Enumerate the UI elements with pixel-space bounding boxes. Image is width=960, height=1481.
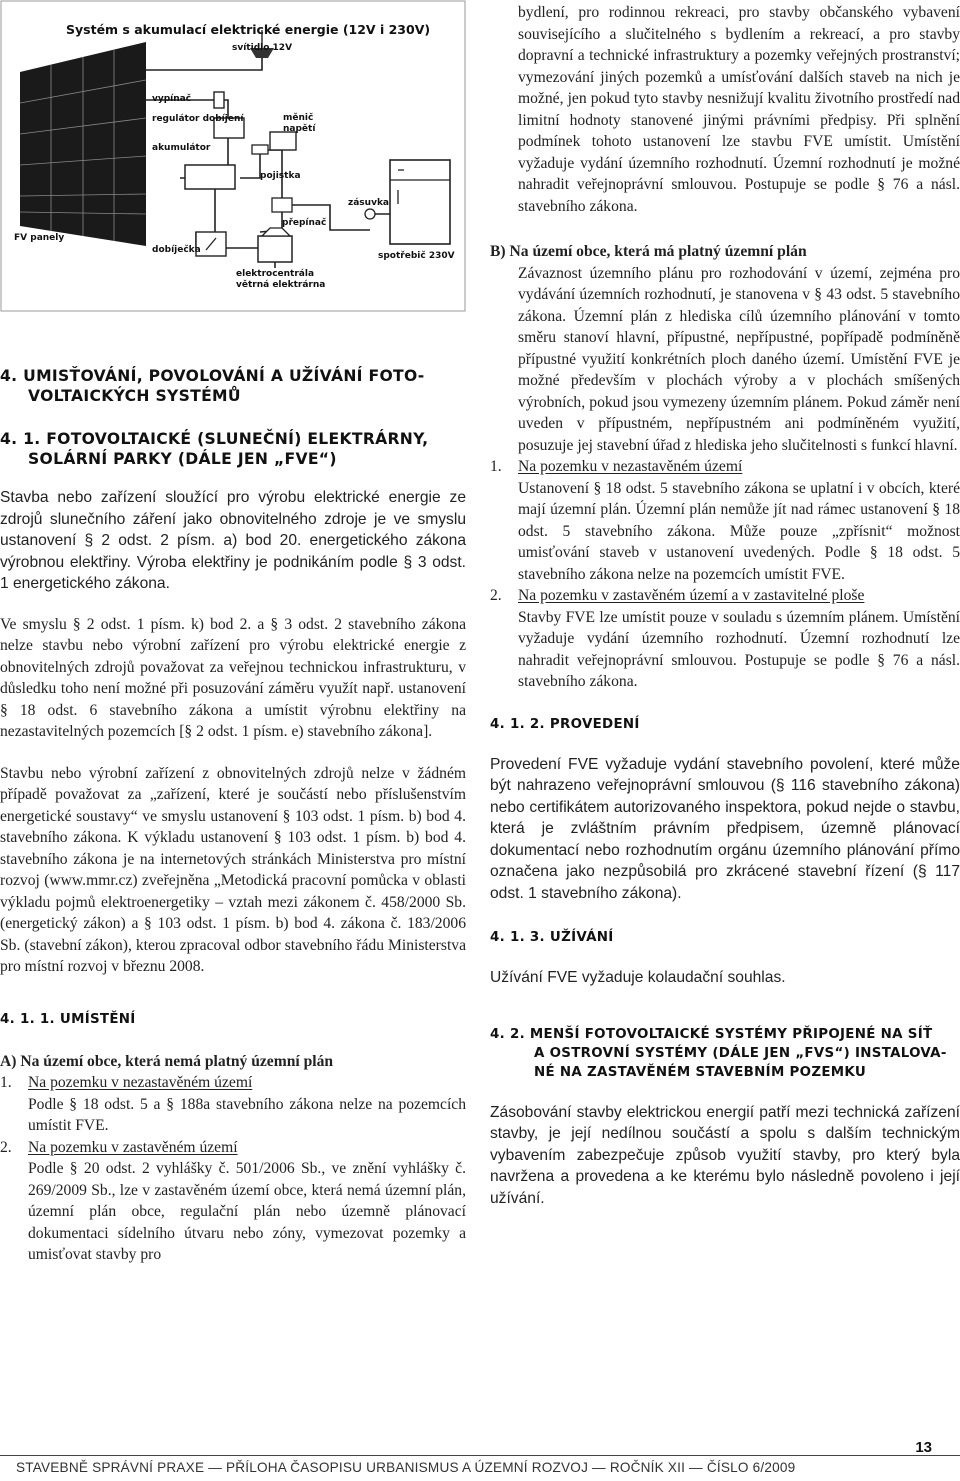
item-a2-title: 2. Na pozemku v zastavěném území [0, 1138, 238, 1156]
paragraph-energy-system: Stavbu nebo výrobní zařízení z obnovitelných zdrojů nelze v žádném případě považovat za „zařízení, které je součástí nebo příslušenstvím energetické soustavy“ ve smyslu ustanovení § 103 odst. 1 písm. b) bod 4. stavebního zákona. K výkladu ustanovení § 103 odst. 1 písm. b) bod 4. stavebního zákona je na internetových stránkách Ministerstva pro místní rozvoj (www.mmr.cz) zveřejněna „Metodická pracovní pomůcka v oblasti výkladu pojmů elektroenergetiky – vztah mezi zákonem č. 458/2000 Sb. (energetický zákon) a § 103 odst. 1 písm. b) bod 4. zákona č. 183/2006 Sb. (stavební zákon), kterou zpracoval odbor stavebního řádu Ministerstva pro místní rozvoj v březnu 2008. [0, 764, 466, 975]
item-a1-text: Podle § 18 odst. 5 a § 188a stavebního zákona nelze na pozemcích umístit FVE. [28, 1095, 466, 1134]
paragraph-provedeni: Provedení FVE vyžaduje vydání stavebního povolení, které může být nahrazeno veřejnoprávní smlouvou (§ 116 stavebního zákona) nebo certifikátem autorizovaného inspektora, pokud nejde o stavbu, která je zvláštním právním předpisem, územně plánovací dokumentací nebo rozhodnutím orgánu územního plánování přímo označena jako nezpůsobilá pro zkrácené stavební řízení (§ 117 odst. 1 stavebního zákona). [490, 755, 960, 902]
label-prepinac: přepínač [282, 218, 327, 228]
heading-section-4-line1: 4. UMISŤOVÁNÍ, POVOLOVÁNÍ A UŽÍVÁNÍ FOTO- [0, 367, 425, 385]
label-svitidlo: svítidlo 12V [232, 43, 293, 53]
heading-section-4-2-line2: A OSTROVNÍ SYSTÉMY (DÁLE JEN „FVS“) INSTALOVA- [534, 1045, 947, 1061]
item-b1-text: Ustanovení § 18 odst. 5 stavebního zákona se uplatní i v obcích, které mají územní plán. Územní plán nemůže jít nad rámec ustanovení § 18 odst. 5 stavebního zákona. Může pouze „zpřísnit“ možnost umisťování staveb v ustanovení uvedených. Podle § 18 odst. 5 stavebního zákona nelze na pozemcích umístit FVE. [518, 479, 960, 583]
subheading-b: B) Na území obce, která má platný územní plán [490, 243, 807, 260]
paragraph-b: Závaznost územního plánu pro rozhodování v území, zejména pro vydávání územních rozhodnutí, je stanovena v § 43 odst. 5 stavebního zákona. Územní plán z hlediska cílů územního plánování v tomto směru stanoví hlavní, přípustné, nepřípustné, popřípadě podmíněně přípustné využití konkrétních ploch daného území. Umístění FVE je možné především v plochách výroby a v plochách smíšených výrobních, pokud jsou vymezeny územním plánem. Pokud záměr není uveden v přípustném, nepřípustném ani podmíněném využití, posuzuje jej stavební úřad z hlediska jeho slučitelnosti s funkcí hlavní. [518, 264, 960, 454]
label-dobijecka: dobíječka [152, 245, 201, 255]
footer-rule [0, 1455, 960, 1456]
item-a2-text: Podle § 20 odst. 2 vyhlášky č. 501/2006 Sb., ve znění vyhlášky č. 269/2009 Sb., lze v zastavěném území obce, která nemá územní plán, územní plán obce, regulační plán nebo územně plánovací dokumentaci sídelního útvaru nebo zóny, vymezovat pozemky a umisťovat stavby pro [28, 1160, 466, 1263]
heading-section-4-line2: VOLTAICKÝCH SYSTÉMŮ [28, 387, 241, 405]
paragraph-uzivani: Užívání FVE vyžaduje kolaudační souhlas. [490, 969, 786, 986]
label-vypinac: vypínač [152, 94, 192, 104]
heading-section-4-1-2: 4. 1. 2. PROVEDENÍ [490, 716, 640, 732]
heading-section-4-1-1: 4. 1. 1. UMÍSTĚNÍ [0, 1011, 136, 1027]
paragraph-a2-continued: bydlení, pro rodinnou rekreaci, pro stavby občanského vybavení souvisejícího a slučitelného s bydlením a rekreací, a pro stavby dopravní a technické infrastruktury a pozemky veřejných prostranství; vymezování jiných pozemků a umísťování dalších staveb na nich je možné, jen pokud tyto stavby nesnižují kvalitu životního prostředí nad limitní hodnoty stanovené jinými právními předpisy. Při splnění podmínek tohoto ustanovení lze stavbu FVE umístit. Umístění vyžaduje vydání územního rozhodnutí. Územní rozhodnutí je možné nahradit veřejnoprávní smlouvou. Postupuje se podle § 76 a násl. stavebního zákona. [518, 4, 960, 215]
heading-section-4-1-line2: SOLÁRNÍ PARKY (DÁLE JEN „FVE“) [28, 450, 337, 468]
diagram-title: Systém s akumulací elektrické energie (12V i 230V) [66, 22, 431, 37]
label-akumulator: akumulátor [152, 143, 211, 153]
left-column [0, 0, 466, 1266]
label-fv-panely: FV panely [14, 233, 65, 243]
paragraph-fvs: Zásobování stavby elektrickou energií patří mezi technická zařízení stavby, je její nedílnou součástí a spolu s dalším technickým vybavením zabezpečuje způsob využití stavby, pro který byla navržena a provedena a ke kterému bylo následně povoleno i její užívání. [490, 1103, 960, 1207]
heading-section-4-2-line1: 4. 2. MENŠÍ FOTOVOLTAICKÉ SYSTÉMY PŘIPOJENÉ NA SÍŤ [490, 1026, 933, 1042]
item-b1-title: 1. Na pozemku v nezastavěném území [490, 458, 743, 475]
label-napeti: napětí [283, 124, 316, 134]
page-number: 13 [915, 1439, 932, 1456]
subheading-a: A) Na území obce, která nemá platný územní plán [0, 1052, 334, 1070]
page-footer [0, 1455, 960, 1481]
heading-section-4-1-line1: 4. 1. FOTOVOLTAICKÉ (SLUNEČNÍ) ELEKTRÁRNY, [0, 430, 429, 448]
label-elektrocentrala: elektrocentrála [236, 269, 315, 279]
heading-section-4-2-line3: NÉ NA ZASTAVĚNÉM STAVEBNÍM POZEMKU [534, 1064, 867, 1080]
paragraph-fve-definition: Stavba nebo zařízení sloužící pro výrobu elektrické energie ze zdrojů slunečního záření jako obnovitelného zdroje je ve smyslu ustanovení § 2 odst. 2 písm. a) bod 20. energetického zákona výrobnou elektřiny. Výroba elektřiny je podnikáním podle § 3 odst. 1 energetického zákona. [0, 489, 466, 592]
label-regulator: regulátor dobíjení [152, 114, 244, 124]
label-pojistka: pojistka [260, 171, 301, 181]
label-menic: měnič [283, 113, 314, 123]
paragraph-infrastructure: Ve smyslu § 2 odst. 1 písm. k) bod 2. a § 3 odst. 2 stavebního zákona nelze stavbu nebo výrobní zařízení pro výrobu elektrické energie z obnovitelných zdrojů považovat za veřejnou technickou infrastrukturu, v důsledku toho není možné při posuzování záměru využít např. ustanovení § 18 odst. 6 stavebního zákona a umístit výrobnu elektřiny na nezastavitelných pozemcích [§ 2 odst. 1 písm. e) stavebního zákona]. [0, 615, 466, 740]
label-vetrna: větrná elektrárna [236, 280, 326, 290]
item-a1-title: 1. Na pozemku v nezastavěném území [0, 1074, 253, 1091]
item-b2-title: 2. Na pozemku v zastavěném území a v zastavitelné ploše [490, 587, 865, 604]
heading-section-4-1-3: 4. 1. 3. UŽÍVÁNÍ [490, 930, 614, 945]
footer-text: STAVEBNĚ SPRÁVNÍ PRAXE — PŘÍLOHA ČASOPISU URBANISMUS A ÚZEMNÍ ROZVOJ — ROČNÍK XII — ČÍSLO 6/2009 [16, 1460, 796, 1475]
label-spotrebic: spotřebič 230V [378, 251, 455, 261]
label-zasuvka: zásuvka [348, 198, 390, 208]
right-column [490, 0, 960, 1209]
item-b2-text: Stavby FVE lze umístit pouze v souladu s územním plánem. Umístění vyžaduje vydání územního rozhodnutí. Územní rozhodnutí lze nahradit veřejnoprávní smlouvou. Postupuje se podle § 76 a násl. stavebního zákona. [518, 608, 960, 690]
